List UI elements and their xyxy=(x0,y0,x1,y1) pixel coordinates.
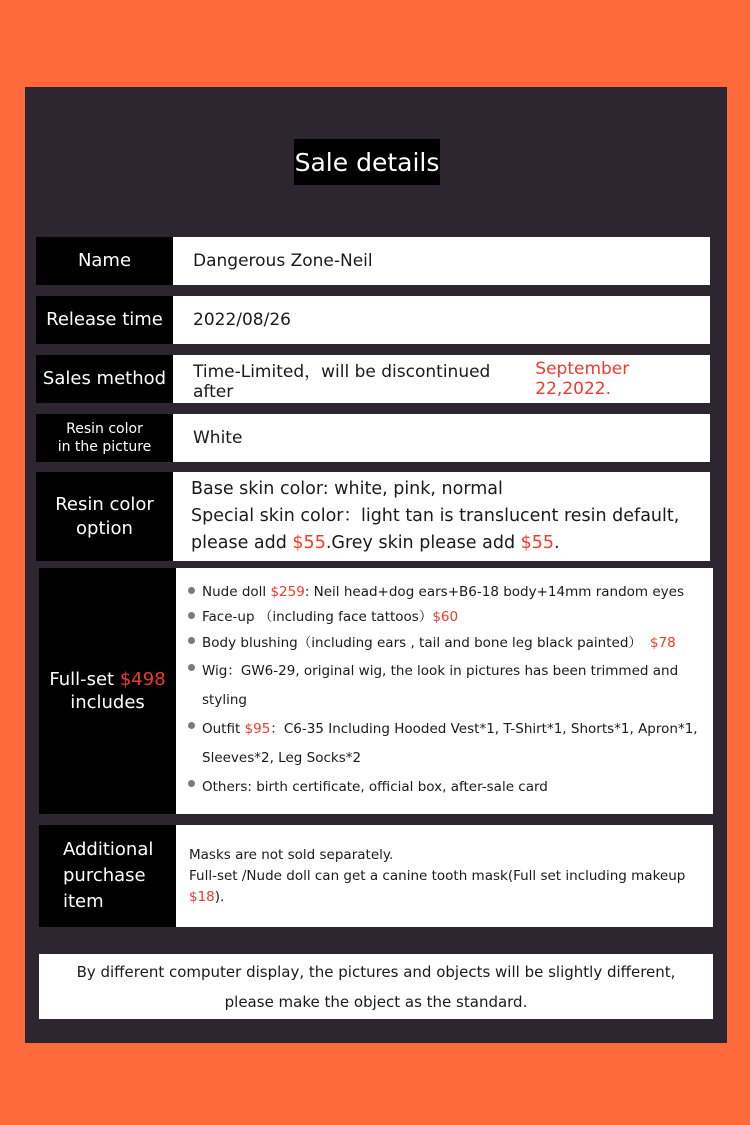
fullset-price: $498 xyxy=(119,668,166,690)
list-item-others: Others: birth certificate, official box, after-sale card xyxy=(181,773,713,802)
additional-line2: Full-set /Nude doll can get a canine tooth mask(Full set including makeup $18). xyxy=(189,867,686,905)
list-item-outfit: Outfit $95：C6-35 Including Hooded Vest*1, T-Shirt*1, Shorts*1, Apron*1, Sleeves*2, Leg Socks*2 xyxy=(181,715,713,773)
additional-value xyxy=(176,825,713,927)
page-title: Sale details xyxy=(294,139,440,185)
resin-picture-label xyxy=(36,414,173,462)
discontinue-date: September 22,2022. xyxy=(535,359,630,399)
price-tag: $18 xyxy=(189,888,215,905)
price-tag: $95 xyxy=(244,721,271,737)
resin-option-label xyxy=(36,472,173,561)
additional-label-line1: Additional xyxy=(63,839,154,860)
price-tag: $55 xyxy=(520,533,555,553)
list-item-nude-doll: Nude doll $259: Neil head+dog ears+B6-18 body+14mm random eyes xyxy=(181,580,713,605)
price-tag: $259 xyxy=(270,584,305,600)
fullset-label xyxy=(39,568,176,814)
additional-label xyxy=(39,825,176,927)
fullset-label-line2: includes xyxy=(70,692,145,713)
sales-method-value xyxy=(173,355,710,403)
sales-method-label: Sales method xyxy=(36,355,173,403)
price-tag: $55 xyxy=(292,533,326,553)
sales-method-text: Time-Limited，will be discontinued after xyxy=(193,361,491,402)
name-label: Name xyxy=(36,237,173,285)
list-item-body-blushing: Body blushing（including ears , tail and bone leg black painted） $78 xyxy=(181,630,713,657)
additional-line1: Masks are not sold separately. xyxy=(189,846,394,863)
resin-option-base: Base skin color: white, pink, normal xyxy=(191,479,503,499)
fullset-item-list xyxy=(181,580,713,802)
disclaimer-line1: By different computer display, the pictures and objects will be slightly different, xyxy=(76,962,676,981)
fullset-value xyxy=(176,568,713,814)
list-item-face-up: Face-up （including face tattoos）$60 xyxy=(181,605,713,630)
resin-picture-label-line2: in the picture xyxy=(57,439,152,455)
additional-label-line3: item xyxy=(63,891,104,912)
disclaimer-footer xyxy=(39,954,713,1019)
release-time-label: Release time xyxy=(36,296,173,344)
resin-option-prices: please add $55.Grey skin please add $55. xyxy=(191,533,560,553)
additional-label-line2: purchase xyxy=(63,865,146,886)
disclaimer-line2: please make the object as the standard. xyxy=(224,992,528,1011)
list-item-wig: Wig：GW6-29, original wig, the look in pictures has been trimmed and styling xyxy=(181,657,713,715)
price-tag: $78 xyxy=(649,635,676,651)
name-value: Dangerous Zone-Neil xyxy=(173,237,710,285)
release-time-value: 2022/08/26 xyxy=(173,296,710,344)
resin-option-value xyxy=(173,472,710,561)
resin-picture-label-line1: Resin color xyxy=(66,420,143,437)
fullset-label-line1: Full-set $498 xyxy=(49,668,166,690)
price-tag: $60 xyxy=(432,609,459,625)
resin-picture-value: White xyxy=(173,414,710,462)
resin-option-label-line1: Resin color xyxy=(55,494,154,516)
resin-option-special: Special skin color：light tan is translucent resin default, xyxy=(191,506,680,526)
resin-option-label-line2: option xyxy=(76,517,133,539)
